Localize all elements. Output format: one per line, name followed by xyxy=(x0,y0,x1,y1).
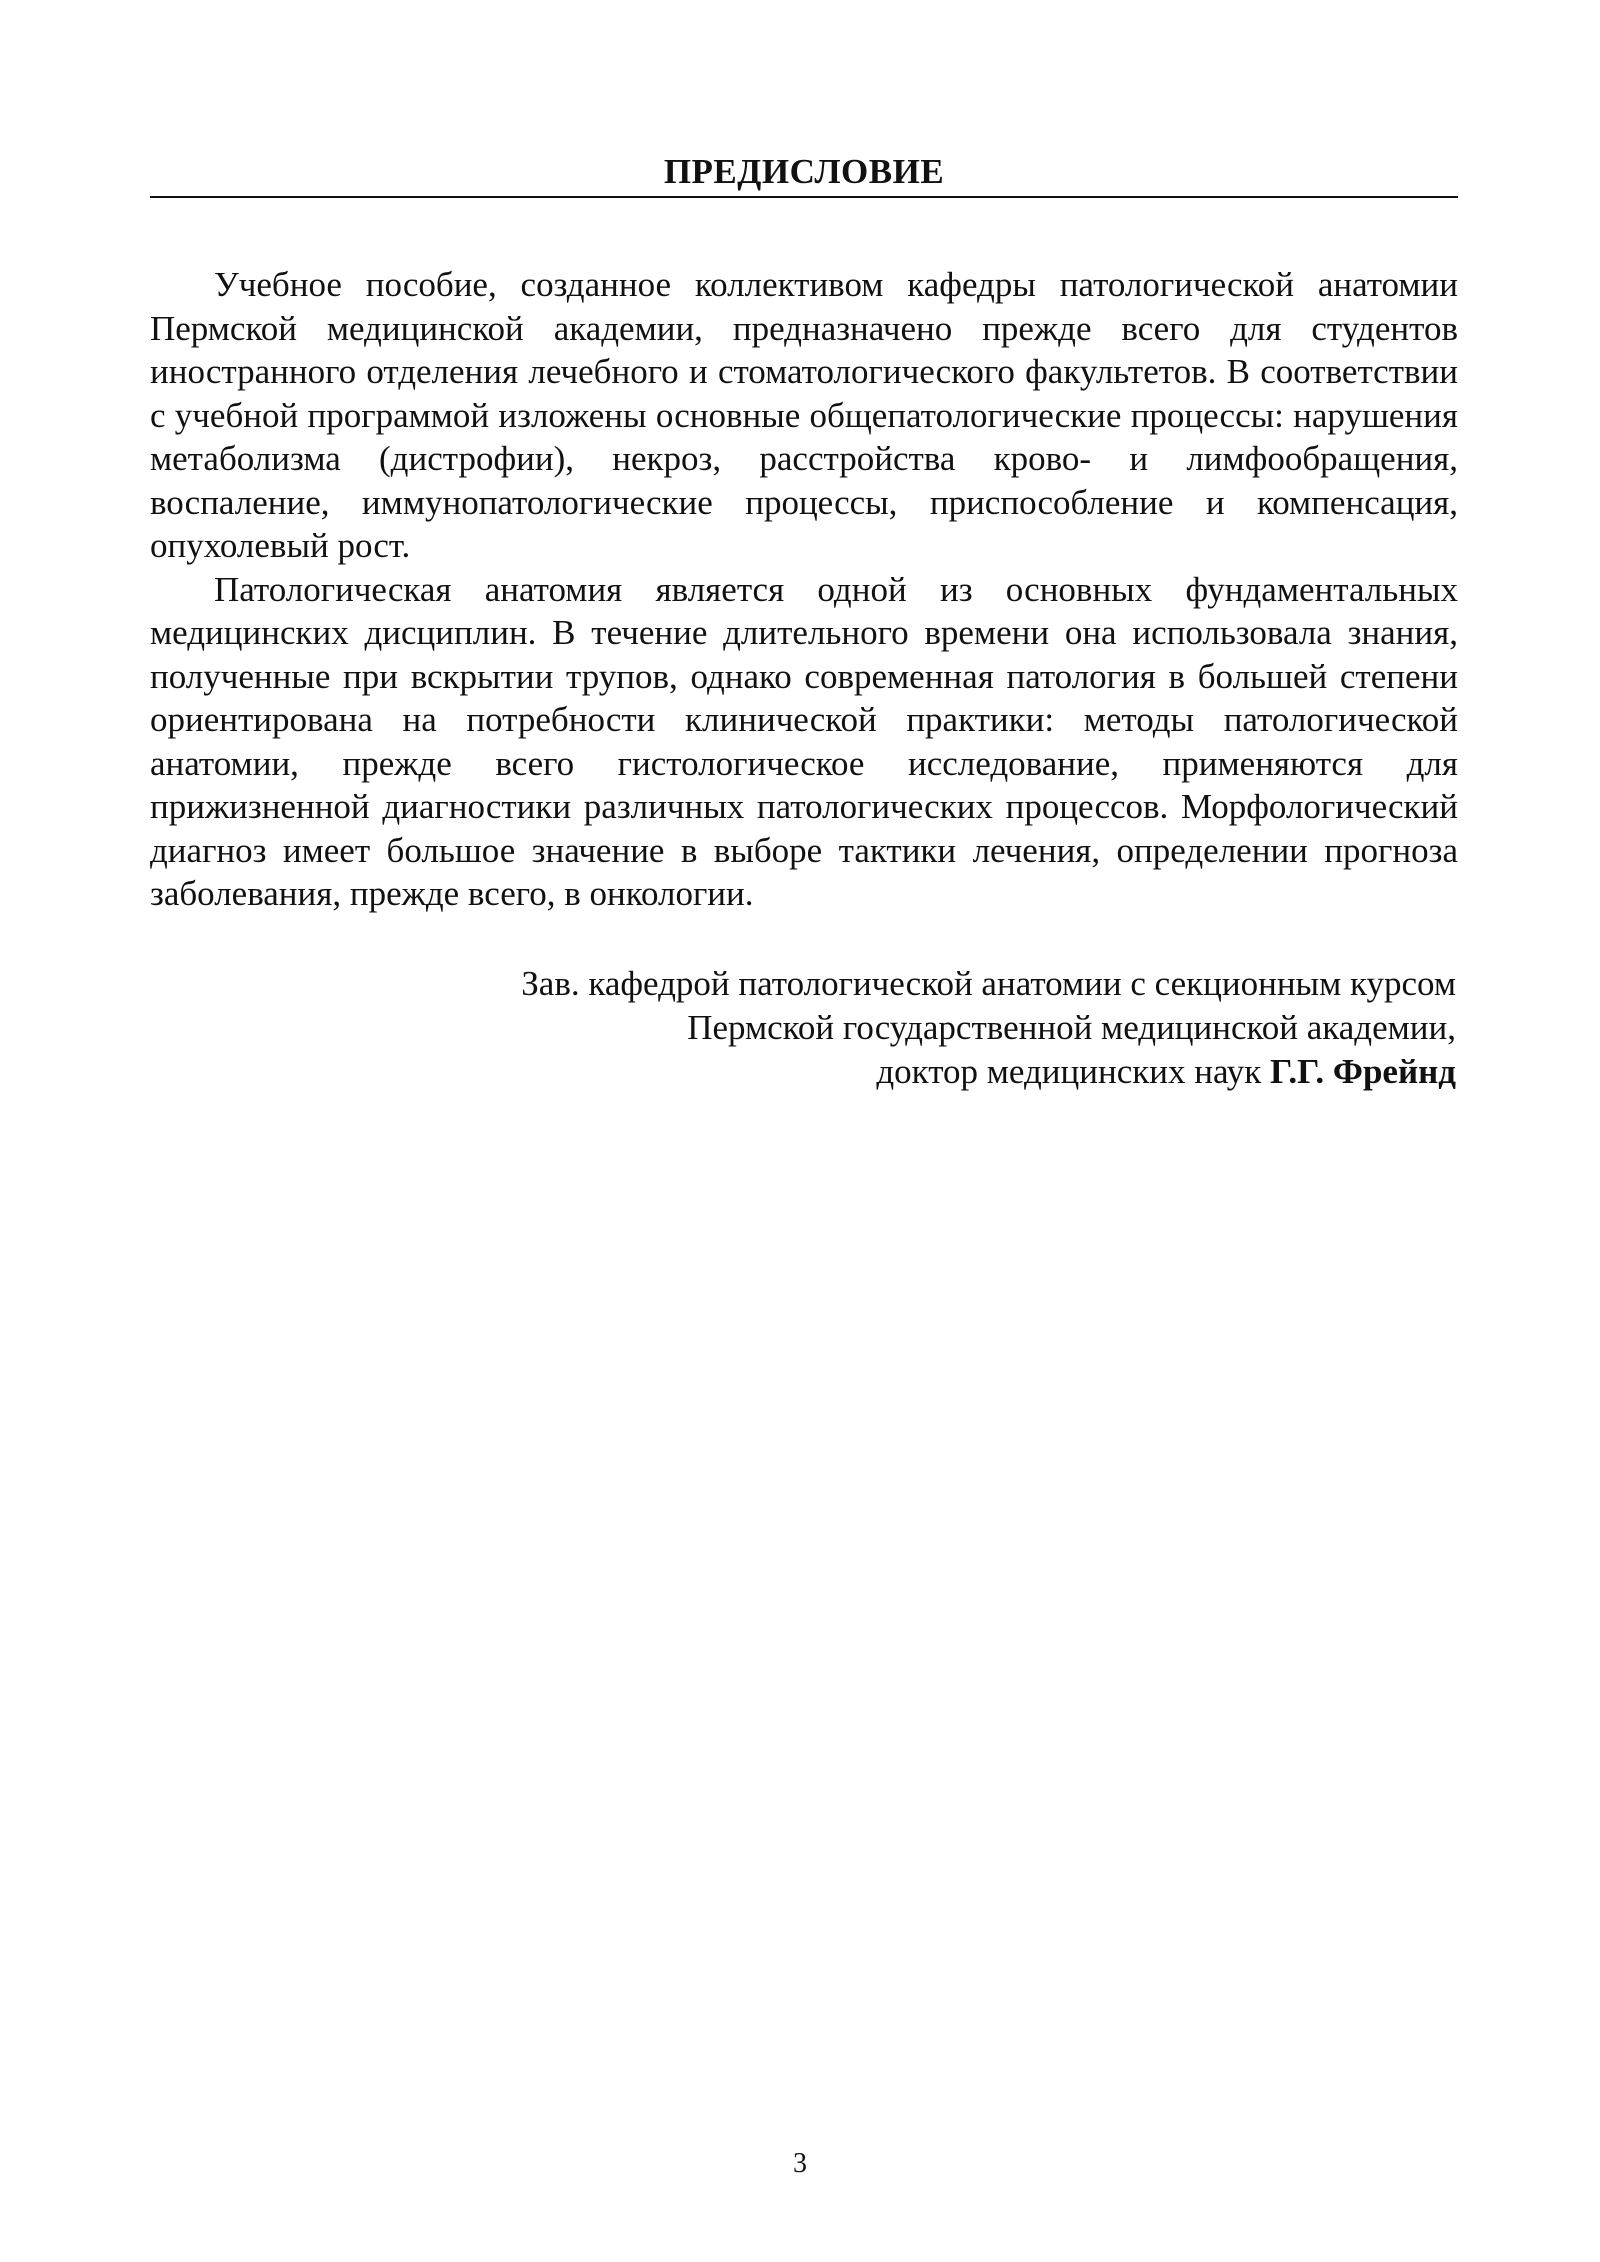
paragraph: Патологическая анатомия является одной из основных фундаментальных медицинских дисциплин. В течение длительного времени она использовала знания, полученные при вскрытии трупов, однако современная патология в большей степени ориентирована на потребности клинической практики: методы патологической анатомии, прежде всего гистологическое исследование, применяются для прижизненной диагностики различных патологических процессов. Морфологический диагноз имеет большое значение в выборе тактики лечения, определении прогноза заболевания, прежде всего, в онкологии. xyxy=(150,569,1458,913)
page-title: ПРЕДИСЛОВИЕ xyxy=(663,152,945,191)
signature-line-position: Зав. кафедрой патологической анатомии с секционным курсом xyxy=(521,964,1456,1003)
page-number: 3 xyxy=(793,2148,807,2179)
preface-body xyxy=(150,263,1458,916)
signature-line-degree xyxy=(150,1050,1456,1094)
title-underline xyxy=(150,196,1458,198)
paragraph: Учебное пособие, созданное коллективом кафедры патологической анатомии Пермской медицинской академии, предназначено прежде всего для студентов иностранного отделения лечебного и стоматологического факультетов. В соответствии с учебной программой изложены основные общепатологические процессы: нарушения метаболизма (дистрофии), некроз, расстройства крово- и лимфообращения, воспаление, иммунопатологические процессы, приспособление и компенсация, опухолевый рост. xyxy=(150,265,1458,565)
signature-author-name: Г.Г. Фрейнд xyxy=(1270,1052,1456,1091)
signature-block xyxy=(150,962,1456,1094)
signature-line-institution: Пермской государственной медицинской академии, xyxy=(687,1008,1456,1047)
signature-degree: доктор медицинских наук xyxy=(876,1052,1262,1091)
